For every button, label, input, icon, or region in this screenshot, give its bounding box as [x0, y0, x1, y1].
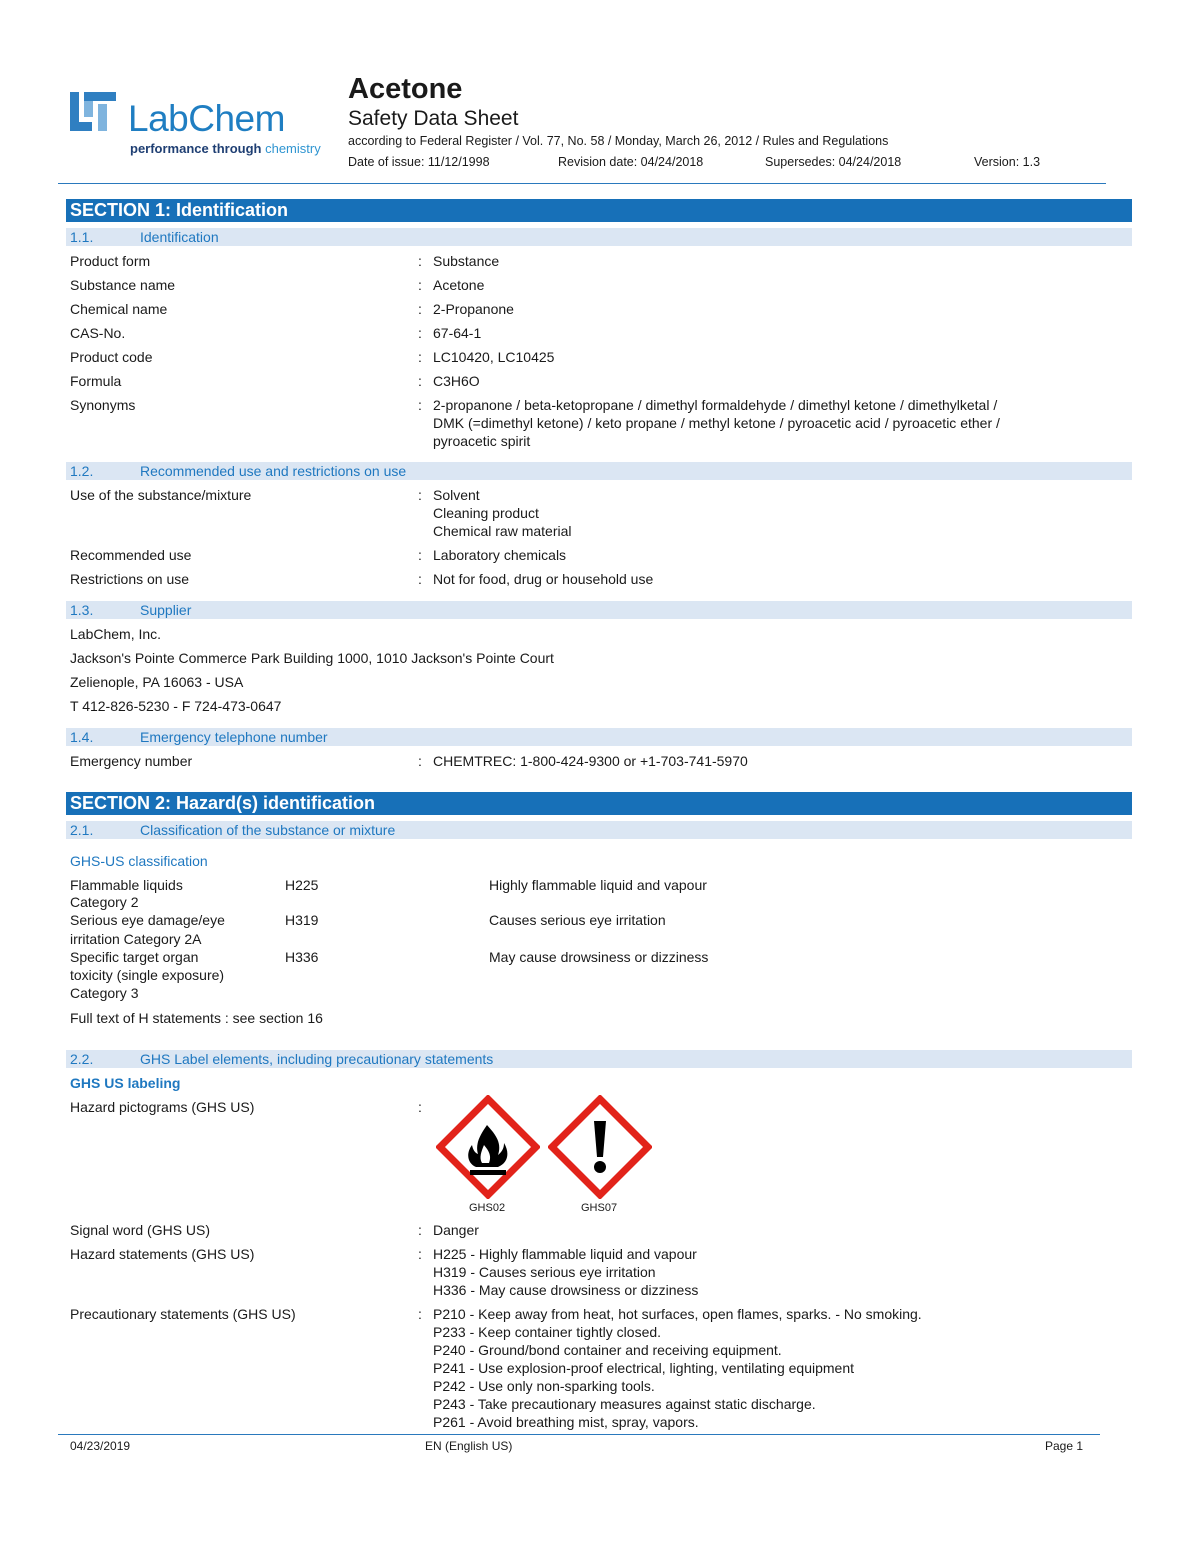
hazard-statement: H225 - Highly flammable liquid and vapour — [433, 1246, 697, 1262]
hazard-description: Highly flammable liquid and vapour — [489, 877, 707, 893]
class-name-line: Category 2 — [70, 894, 139, 910]
class-name-line: irritation Category 2A — [70, 931, 202, 947]
colon: : — [418, 397, 422, 413]
field-label: Chemical name — [70, 301, 168, 317]
class-name-line: Specific target organ — [70, 949, 199, 965]
hazard-description: Causes serious eye irritation — [489, 912, 666, 928]
precautionary-statement: P233 - Keep container tightly closed. — [433, 1324, 662, 1340]
subsection-2-1-header: 2.1. Classification of the substance or mixture — [66, 821, 1132, 839]
supplier-line: T 412-826-5230 - F 724-473-0647 — [70, 698, 282, 714]
supersedes-date: Supersedes: 04/24/2018 — [765, 155, 902, 169]
colon: : — [418, 571, 422, 587]
section-1-header: SECTION 1: Identification — [66, 199, 1132, 222]
restrictions-value: Not for food, drug or household use — [433, 571, 654, 587]
full-text-note: Full text of H statements : see section 16 — [70, 1010, 323, 1026]
precautionary-statement: P240 - Ground/bond container and receiving equipment. — [433, 1342, 782, 1358]
field-value: 2-Propanone — [433, 301, 514, 317]
pictograms-label: Hazard pictograms (GHS US) — [70, 1099, 255, 1115]
use-label: Use of the substance/mixture — [70, 487, 252, 503]
recommended-use-value: Laboratory chemicals — [433, 547, 567, 563]
supplier-line: Jackson's Pointe Commerce Park Building 1000, 1010 Jackson's Pointe Court — [70, 650, 554, 666]
colon: : — [418, 547, 422, 563]
synonyms-line: pyroacetic spirit — [433, 433, 531, 449]
use-line: Cleaning product — [433, 505, 539, 521]
document-title: Acetone — [348, 73, 463, 105]
colon: : — [418, 1306, 422, 1322]
revision-date: Revision date: 04/24/2018 — [558, 155, 704, 169]
field-value: Acetone — [433, 277, 485, 293]
synonyms-line: DMK (=dimethyl ketone) / keto propane / methyl ketone / pyroacetic acid / pyroacetic ether / — [433, 415, 1000, 431]
field-value: Substance — [433, 253, 500, 269]
subsection-1-2-header: 1.2. Recommended use and restrictions on use — [66, 462, 1132, 480]
colon: : — [418, 487, 422, 503]
field-label: Product form — [70, 253, 151, 269]
document-subtitle: Safety Data Sheet — [348, 107, 519, 130]
colon: : — [418, 349, 422, 365]
precautionary-statement: P210 - Keep away from heat, hot surfaces, open flames, sparks. - No smoking. — [433, 1306, 922, 1322]
section-2-header: SECTION 2: Hazard(s) identification — [66, 792, 1132, 815]
hazard-code: H319 — [285, 912, 319, 928]
subsection-2-2-header: 2.2. GHS Label elements, including precautionary statements — [66, 1050, 1132, 1068]
field-value: C3H6O — [433, 373, 480, 389]
subsection-1-3-header: 1.3. Supplier — [66, 601, 1132, 619]
hazard-code: H336 — [285, 949, 319, 965]
colon: : — [418, 301, 422, 317]
hazard-description: May cause drowsiness or dizziness — [489, 949, 709, 965]
restrictions-label: Restrictions on use — [70, 571, 190, 587]
field-label: Formula — [70, 373, 122, 389]
footer-rule — [58, 1434, 1100, 1435]
class-name-line: toxicity (single exposure) — [70, 967, 225, 983]
hazard-statements-label: Hazard statements (GHS US) — [70, 1246, 255, 1262]
colon: : — [418, 1246, 422, 1262]
logo-wordmark: LabChem — [128, 98, 285, 139]
logo-tagline: performance through chemistry — [130, 141, 321, 156]
signal-word-value: Danger — [433, 1222, 479, 1238]
class-name-line: Flammable liquids — [70, 877, 183, 893]
recommended-use-label: Recommended use — [70, 547, 192, 563]
subsection-1-1-header: 1.1. Identification — [66, 228, 1132, 246]
synonyms-line: 2-propanone / beta-ketopropane / dimethyl formaldehyde / dimethyl ketone / dimethylketal / — [433, 397, 998, 413]
precautionary-statements-label: Precautionary statements (GHS US) — [70, 1306, 296, 1322]
field-label: Substance name — [70, 277, 176, 293]
hazard-statement: H336 - May cause drowsiness or dizziness — [433, 1282, 699, 1298]
field-label: CAS-No. — [70, 325, 126, 341]
subsection-1-4-header: 1.4. Emergency telephone number — [66, 728, 1132, 746]
field-value: LC10420, LC10425 — [433, 349, 555, 365]
colon: : — [418, 325, 422, 341]
pictogram-code: GHS07 — [581, 1202, 618, 1214]
version: Version: 1.3 — [974, 155, 1041, 169]
signal-word-label: Signal word (GHS US) — [70, 1222, 211, 1238]
use-line: Chemical raw material — [433, 523, 572, 539]
field-value: 67-64-1 — [433, 325, 482, 341]
exclamation-pictogram-icon — [548, 1095, 652, 1199]
ghs-labeling-heading: GHS US labeling — [70, 1075, 181, 1091]
precautionary-statement: P261 - Avoid breathing mist, spray, vapors. — [433, 1414, 699, 1430]
hazard-code: H225 — [285, 877, 319, 893]
date-of-issue: Date of issue: 11/12/1998 — [348, 155, 490, 169]
use-line: Solvent — [433, 487, 480, 503]
emergency-value: CHEMTREC: 1-800-424-9300 or +1-703-741-5970 — [433, 753, 748, 769]
header-rule — [58, 183, 1106, 184]
colon: : — [418, 277, 422, 293]
footer-page-number: Page 1 — [1045, 1439, 1084, 1453]
field-label: Product code — [70, 349, 153, 365]
colon: : — [418, 1099, 422, 1115]
synonyms-label: Synonyms — [70, 397, 136, 413]
precautionary-statement: P242 - Use only non-sparking tools. — [433, 1378, 655, 1394]
ghs-classification-heading: GHS-US classification — [70, 853, 208, 869]
supplier-line: Zelienople, PA 16063 - USA — [70, 674, 244, 690]
precautionary-statement: P243 - Take precautionary measures against static discharge. — [433, 1396, 816, 1412]
regulation-reference: according to Federal Register / Vol. 77, No. 58 / Monday, March 26, 2012 / Rules and Regulations — [348, 134, 889, 148]
labchem-logo-icon — [70, 92, 118, 134]
colon: : — [418, 1222, 422, 1238]
footer-date: 04/23/2019 — [70, 1439, 131, 1453]
footer-language: EN (English US) — [425, 1439, 513, 1453]
class-name-line: Category 3 — [70, 985, 139, 1001]
colon: : — [418, 373, 422, 389]
emergency-label: Emergency number — [70, 753, 193, 769]
pictogram-code: GHS02 — [469, 1202, 506, 1214]
class-name-line: Serious eye damage/eye — [70, 912, 225, 928]
precautionary-statement: P241 - Use explosion-proof electrical, lighting, ventilating equipment — [433, 1360, 855, 1376]
flame-pictogram-icon — [436, 1095, 540, 1199]
colon: : — [418, 753, 422, 769]
colon: : — [418, 253, 422, 269]
supplier-line: LabChem, Inc. — [70, 626, 162, 642]
hazard-statement: H319 - Causes serious eye irritation — [433, 1264, 656, 1280]
